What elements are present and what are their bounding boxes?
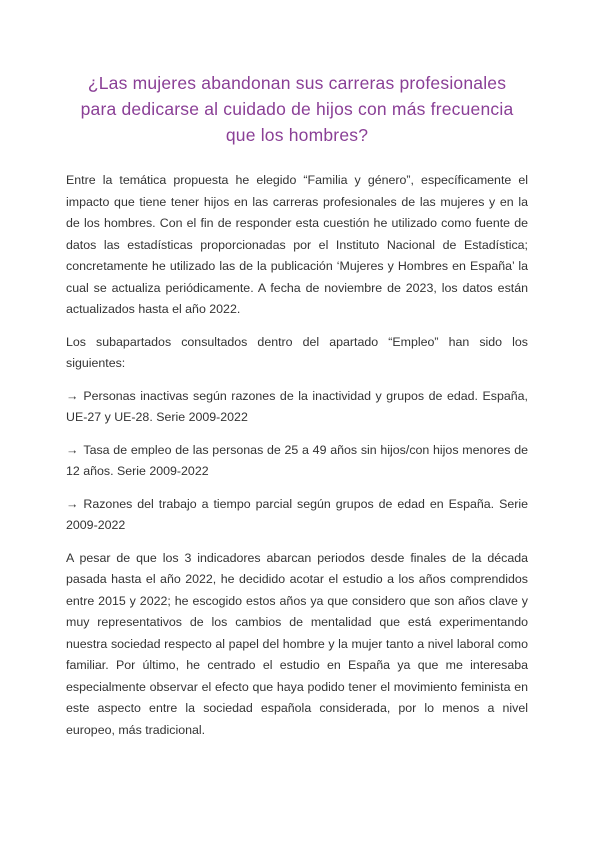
arrow-right-icon: → <box>66 442 79 457</box>
title-line-2: para dedicarse al cuidado de hijos con más frecuencia <box>80 99 514 119</box>
intro-paragraph: Entre la temática propuesta he elegido “Familia y género”, específicamente el impacto que tiene tener hijos en las carreras profesionales de las mujeres y en la de los hombres. Con el fin de responder esta cuestión he utilizado como fuente de datos las estadísticas proporcionadas por el Instituto Nacional de Estadística; concretamente he utilizado las de la publicación ‘Mujeres y Hombres en España’ la cual se actualiza periódicamente. A fecha de noviembre de 2023, los datos están actualizados hasta el año 2022. <box>66 173 528 316</box>
subsections-intro-paragraph: Los subapartados consultados dentro del apartado “Empleo” han sido los siguientes: <box>66 334 528 370</box>
bullet-text-1: Personas inactivas según razones de la inactividad y grupos de edad. España, UE-27 y UE-28. Serie 2009-2022 <box>66 388 528 424</box>
bullet-item-1 <box>66 386 528 429</box>
bullet-text-3: Razones del trabajo a tiempo parcial según grupos de edad en España. Serie 2009-2022 <box>66 496 528 532</box>
bullet-text-2: Tasa de empleo de las personas de 25 a 49 años sin hijos/con hijos menores de 12 años. Serie 2009-2022 <box>66 442 528 478</box>
arrow-right-icon: → <box>66 388 79 403</box>
conclusion-paragraph: A pesar de que los 3 indicadores abarcan periodos desde finales de la década pasada hasta el año 2022, he decidido acotar el estudio a los años comprendidos entre 2015 y 2022; he escogido estos años ya que considero que son años clave y muy representativos de los cambios de mentalidad que está experimentando nuestra sociedad respecto al papel del hombre y la mujer tanto a nivel laboral como familiar. Por último, he centrado el estudio en España ya que me interesaba especialmente observar el efecto que haya podido tener el movimiento feminista en este aspecto entre la sociedad española considerada, por lo menos a nivel europeo, más tradicional. <box>66 550 528 737</box>
arrow-right-icon: → <box>66 496 79 511</box>
title-line-1: ¿Las mujeres abandonan sus carreras profesionales <box>87 73 507 93</box>
bullet-item-2 <box>66 440 528 483</box>
title-line-3: que los hombres? <box>225 125 369 145</box>
bullet-item-3 <box>66 494 528 537</box>
document-title <box>66 70 528 148</box>
